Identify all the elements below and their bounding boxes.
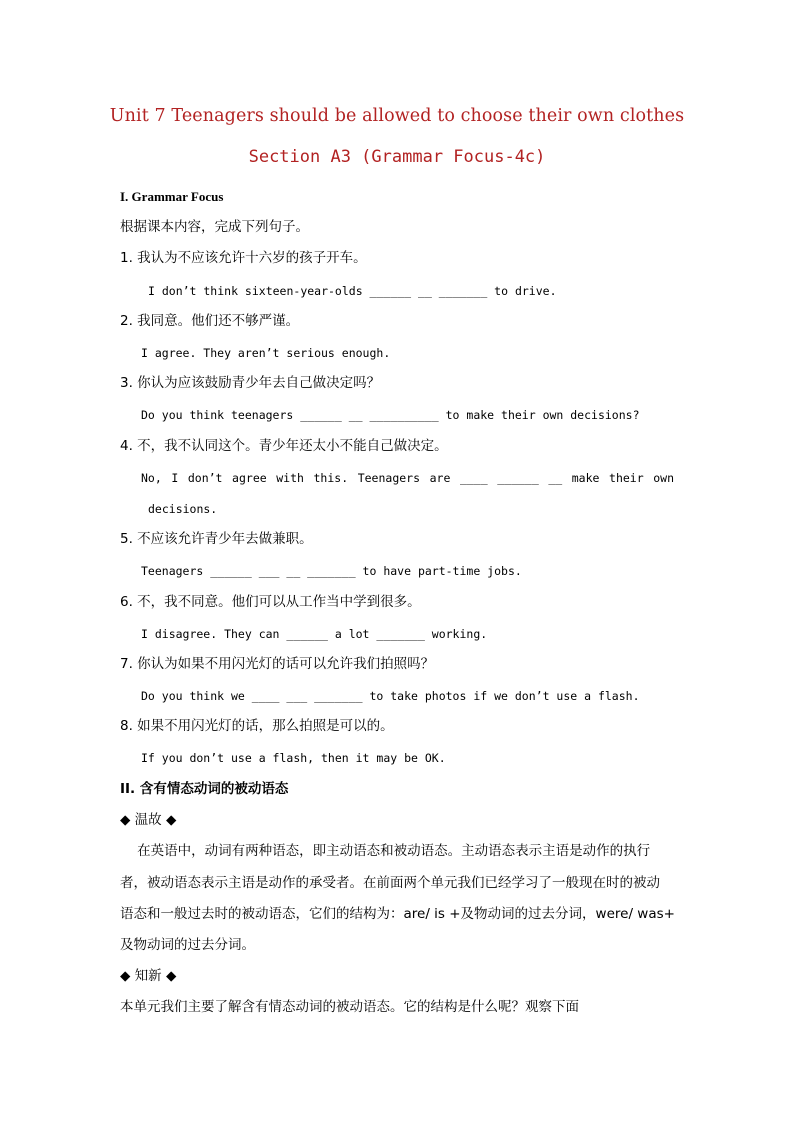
review-label: ◆ 温故 ◆ — [120, 812, 177, 828]
item-3-chinese: 3. 你认为应该鼓励青少年去自己做决定吗？ — [120, 375, 381, 391]
item-1-english: I don’t think sixteen-year-olds ______ __ _______ to drive. — [148, 284, 557, 298]
review-paragraph-line-4: 及物动词的过去分词。 — [120, 937, 255, 953]
review-paragraph-line-2: 者，被动语态表示主语是动作的承受者。在前面两个单元我们已经学习了一般现在时的被动 — [120, 875, 660, 891]
item-4-english: No, I don’t agree with this. Teenagers are ____ ______ __ make their own — [141, 471, 674, 485]
item-4-english-cont: decisions. — [148, 502, 218, 516]
section-title: Section A3 (Grammar Focus-4c) — [248, 147, 546, 167]
review-paragraph-line-3: 语态和一般过去时的被动语态，它们的结构为：are/ is +及物动词的过去分词，were/ was+ — [120, 906, 675, 922]
item-7-english: Do you think we ____ ___ _______ to take photos if we don’t use a flash. — [141, 689, 640, 703]
item-2-chinese: 2. 我同意。他们还不够严谨。 — [120, 313, 300, 329]
item-6-english: I disagree. They can ______ a lot _______ working. — [141, 627, 488, 641]
section-heading-grammar-focus: I. Grammar Focus — [120, 189, 224, 204]
new-knowledge-text: 本单元我们主要了解含有情态动词的被动语态。它的结构是什么呢？观察下面 — [120, 999, 579, 1015]
item-6-chinese: 6. 不，我不同意。他们可以从工作当中学到很多。 — [120, 594, 421, 610]
new-knowledge-label: ◆ 知新 ◆ — [120, 968, 177, 984]
item-2-english: I agree. They aren’t serious enough. — [141, 346, 391, 360]
review-paragraph-line-1: 在英语中，动词有两种语态，即主动语态和被动语态。主动语态表示主语是动作的执行 — [120, 843, 651, 859]
item-8-chinese: 8. 如果不用闪光灯的话，那么拍照是可以的。 — [120, 718, 394, 734]
item-1-chinese: 1. 我认为不应该允许十六岁的孩子开车。 — [120, 250, 367, 266]
item-5-chinese: 5. 不应该允许青少年去做兼职。 — [120, 531, 313, 547]
unit-title: Unit 7 Teenagers should be allowed to choose their own clothes — [109, 106, 685, 126]
item-5-english: Teenagers ______ ___ __ _______ to have part-time jobs. — [141, 564, 522, 578]
section-heading-passive-voice: II. 含有情态动词的被动语态 — [120, 781, 289, 797]
item-8-english: If you don’t use a flash, then it may be OK. — [141, 751, 446, 765]
item-7-chinese: 7. 你认为如果不用闪光灯的话可以允许我们拍照吗？ — [120, 656, 435, 672]
item-3-english: Do you think teenagers ______ __ __________ to make their own decisions? — [141, 408, 640, 422]
item-4-chinese: 4. 不，我不认同这个。青少年还太小不能自己做决定。 — [120, 438, 448, 454]
instruction-text: 根据课本内容，完成下列句子。 — [120, 219, 309, 235]
